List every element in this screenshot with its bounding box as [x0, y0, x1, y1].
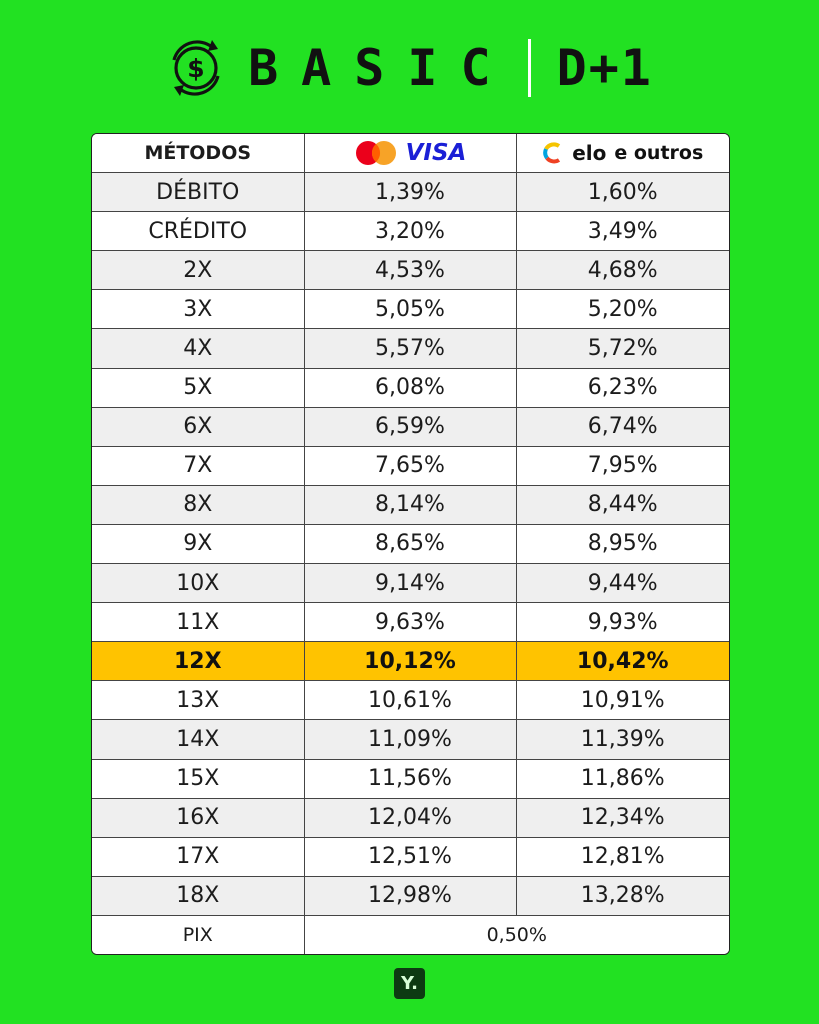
pix-value: 0,50% — [304, 915, 729, 954]
table-cell: 7X — [92, 446, 304, 485]
table-cell: 12,51% — [304, 837, 516, 876]
table-cell: 12,34% — [516, 798, 729, 837]
table-row — [92, 251, 729, 290]
table-cell: 5,20% — [516, 290, 729, 329]
header-divider — [528, 39, 531, 97]
elo-logo-text: elo — [572, 141, 607, 166]
table-cell: 11X — [92, 603, 304, 642]
table-cell: 18X — [92, 876, 304, 915]
table-cell: 8,14% — [304, 485, 516, 524]
table-cell: 10X — [92, 564, 304, 603]
table-cell: 11,39% — [516, 720, 729, 759]
visa-logo-text: VISA — [405, 140, 467, 167]
table-row — [92, 876, 729, 915]
table-cell: 3,20% — [304, 212, 516, 251]
table-cell: 9,44% — [516, 564, 729, 603]
svg-text:$: $ — [187, 54, 205, 83]
table-cell: 15X — [92, 759, 304, 798]
table-cell: 10,12% — [304, 642, 516, 681]
table-row — [92, 681, 729, 720]
table-cell: 8,95% — [516, 524, 729, 563]
table-cell: 7,65% — [304, 446, 516, 485]
brand-title: BASIC — [248, 39, 514, 97]
table-cell: 13,28% — [516, 876, 729, 915]
table-cell: 3X — [92, 290, 304, 329]
table-cell: 9,14% — [304, 564, 516, 603]
table-cell: 9X — [92, 524, 304, 563]
table-cell: 4X — [92, 329, 304, 368]
rates-table — [91, 133, 730, 955]
table-cell: 3,49% — [516, 212, 729, 251]
outros-label: e outros — [614, 142, 704, 165]
header — [0, 30, 819, 106]
footer-brand-icon: Y. — [394, 968, 425, 999]
table-cell: 17X — [92, 837, 304, 876]
table-cell: 5,72% — [516, 329, 729, 368]
table-cell: 9,93% — [516, 603, 729, 642]
table-cell: 6X — [92, 407, 304, 446]
table-cell: 5,05% — [304, 290, 516, 329]
table-cell: 11,09% — [304, 720, 516, 759]
table-row — [92, 173, 729, 212]
table-row — [92, 329, 729, 368]
table-row — [92, 837, 729, 876]
pix-label: PIX — [92, 915, 304, 954]
table-row-highlight — [92, 642, 729, 681]
table-cell: 5X — [92, 368, 304, 407]
table-row — [92, 603, 729, 642]
table-cell: 12,81% — [516, 837, 729, 876]
table-cell: 6,08% — [304, 368, 516, 407]
mastercard-logo — [354, 139, 398, 167]
table-row — [92, 446, 729, 485]
plan-title: D+1 — [556, 39, 653, 97]
table-cell: 4,53% — [304, 251, 516, 290]
table-cell: 2X — [92, 251, 304, 290]
table-row — [92, 368, 729, 407]
table-cell: 12,04% — [304, 798, 516, 837]
table-cell: 13X — [92, 681, 304, 720]
elo-logo — [542, 142, 564, 164]
table-cell: 6,23% — [516, 368, 729, 407]
table-cell: 10,91% — [516, 681, 729, 720]
table-cell: 6,74% — [516, 407, 729, 446]
table-cell: 8X — [92, 485, 304, 524]
table-cell: 1,60% — [516, 173, 729, 212]
table-row — [92, 720, 729, 759]
table-header-row — [92, 134, 729, 173]
table-cell: 4,68% — [516, 251, 729, 290]
table-row — [92, 485, 729, 524]
table-cell: 11,86% — [516, 759, 729, 798]
header-mastercard-visa — [304, 134, 516, 173]
table-cell: 10,61% — [304, 681, 516, 720]
table-cell: 9,63% — [304, 603, 516, 642]
table-cell: 8,65% — [304, 524, 516, 563]
table-cell: 14X — [92, 720, 304, 759]
header-methods: MÉTODOS — [92, 134, 304, 173]
table-row — [92, 798, 729, 837]
table-row — [92, 759, 729, 798]
table-cell: 1,39% — [304, 173, 516, 212]
table-cell: 10,42% — [516, 642, 729, 681]
table-cell: 11,56% — [304, 759, 516, 798]
table-cell: 12,98% — [304, 876, 516, 915]
table-cell: 8,44% — [516, 485, 729, 524]
table-row — [92, 564, 729, 603]
table-cell: 16X — [92, 798, 304, 837]
table-row — [92, 524, 729, 563]
table-row-pix — [92, 915, 729, 954]
table-cell: 5,57% — [304, 329, 516, 368]
table-cell: 7,95% — [516, 446, 729, 485]
header-elo-outros — [516, 134, 729, 173]
table-cell: 12X — [92, 642, 304, 681]
dollar-cycle-icon — [166, 38, 226, 98]
table-row — [92, 290, 729, 329]
table-cell: 6,59% — [304, 407, 516, 446]
table-cell: DÉBITO — [92, 173, 304, 212]
table-cell: CRÉDITO — [92, 212, 304, 251]
table-row — [92, 212, 729, 251]
table-row — [92, 407, 729, 446]
